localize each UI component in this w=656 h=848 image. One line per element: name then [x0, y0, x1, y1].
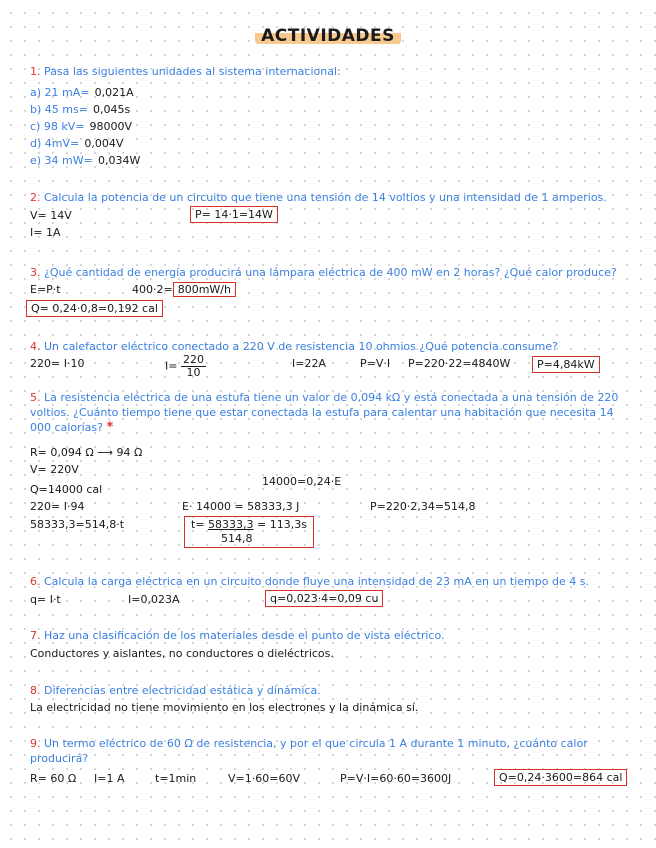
q3-line: E=P·t [30, 283, 61, 296]
q1-item-label: a) 21 mA= [30, 86, 90, 99]
question-3-text: ¿Qué cantidad de energía producirá una lámpara eléctrica de 400 mW en 2 horas? ¿Qué calor produce? [44, 266, 617, 279]
question-4-text: Un calefactor eléctrico conectado a 220 V de resistencia 10 ohmios ¿Qué potencia consume? [44, 340, 558, 353]
question-7-text: Haz una clasificación de los materiales desde el punto de vista eléctrico. [44, 629, 445, 642]
fraction-denominator: 10 [186, 366, 201, 379]
fraction [181, 354, 206, 379]
question-9 [30, 736, 630, 766]
q1-item-answer: 0,034W [97, 154, 141, 167]
question-9-text: Un termo eléctrico de 60 Ω de resistencia, y por el que circula 1 A durante 1 minuto, ¿cuánto calor producirá? [30, 737, 588, 765]
q6-step: q= I·t [30, 593, 61, 606]
q5-step: E· 14000 = 58333,3 J [182, 500, 300, 513]
question-5-number: 5. [30, 391, 41, 404]
question-6-number: 6. [30, 575, 41, 588]
q7-answer: Conductores y aislantes, no conductores o dieléctricos. [30, 647, 334, 660]
q5-step: 14000=0,24·E [262, 475, 342, 488]
q5-step: P=220·2,34=514,8 [370, 500, 476, 513]
q2-result-box: P= 14·1=14W [190, 206, 278, 223]
q2-line: V= 14V [30, 209, 72, 222]
q5-line: Q=14000 cal [30, 483, 103, 496]
title-container [0, 26, 656, 46]
q1-item-label: b) 45 ms= [30, 103, 88, 116]
q4-step: P=220·22=4840W [408, 357, 511, 370]
question-5 [30, 390, 630, 435]
q2-line: I= 1A [30, 226, 61, 239]
q1-item-answer: 0,021A [94, 86, 134, 99]
q4-step: P=V·I [360, 357, 391, 370]
q5-line: V= 220V [30, 463, 79, 476]
q5-line: 58333,3=514,8·t [30, 518, 125, 531]
question-4-number: 4. [30, 340, 41, 353]
question-8-text: Diferencias entre electricidad estática y dinámica. [44, 684, 321, 697]
question-7 [30, 628, 445, 643]
q4-step: 220= I·10 [30, 357, 85, 370]
q5-result-line [191, 518, 307, 532]
q4-fraction-label: I= [165, 359, 178, 373]
question-2-text: Calcula la potencia de un circuito que tiene una tensión de 14 voltios y una intensidad de 1 amperios. [44, 191, 607, 204]
fraction-numerator: 220 [182, 353, 204, 366]
q1-item-label: d) 4mV= [30, 137, 80, 150]
question-3 [30, 265, 617, 280]
q1-item-label: e) 34 mW= [30, 154, 93, 167]
q3-calc-text: 400·2= [132, 283, 173, 296]
q5-line: R= 0,094 Ω ⟶ 94 Ω [30, 446, 143, 459]
q9-step: I=1 A [94, 772, 125, 785]
q1-item-label: c) 98 kV= [30, 120, 85, 133]
q1-item-answer: 98000V [89, 120, 133, 133]
q3-calc [132, 282, 236, 297]
question-4 [30, 339, 558, 354]
star-icon: * [106, 420, 114, 435]
question-8-number: 8. [30, 684, 41, 697]
question-9-number: 9. [30, 737, 41, 750]
question-6-text: Calcula la carga eléctrica en un circuito donde fluye una intensidad de 23 mA en un tiempo de 4 s. [44, 575, 589, 588]
q3-result-box: Q= 0,24·0,8=0,192 cal [26, 300, 163, 317]
question-1-number: 1. [30, 65, 41, 78]
q5-result-value: = 113,3s [257, 518, 307, 531]
q3-calc-box: 800mW/h [173, 282, 236, 297]
q1-item-answer: 0,045s [93, 103, 131, 116]
question-7-number: 7. [30, 629, 41, 642]
q5-result-label: t= [191, 518, 205, 531]
q4-result-box: P=4,84kW [532, 356, 600, 373]
question-3-number: 3. [30, 266, 41, 279]
q4-fraction [165, 354, 206, 379]
q4-step: I=22A [292, 357, 326, 370]
question-2 [30, 190, 607, 205]
q9-step: P=V·I=60·60=3600J [340, 772, 452, 785]
question-2-number: 2. [30, 191, 41, 204]
q5-result-denominator: 514,8 [221, 532, 253, 545]
q5-line: 220= I·94 [30, 500, 85, 513]
q9-step: V=1·60=60V [228, 772, 300, 785]
question-6 [30, 574, 589, 589]
q6-result-box: q=0,023·4=0,09 cu [265, 590, 383, 607]
q1-item [30, 149, 140, 168]
q5-result-numerator: 58333,3 [208, 518, 254, 531]
page-title: ACTIVIDADES [255, 26, 401, 46]
question-1 [30, 64, 341, 79]
q5-result-box [184, 516, 314, 548]
question-1-text: Pasa las siguientes unidades al sistema internacional: [44, 65, 341, 78]
question-8 [30, 683, 321, 698]
question-5-text: La resistencia eléctrica de una estufa tiene un valor de 0,094 kΩ y está conectada a una tensión de 220 voltios. ¿Cuánto tiempo tiene que estar conectada la estufa para calentar una habitación que necesita 14 000 calorías? [30, 391, 619, 434]
q9-result-box: Q=0,24·3600=864 cal [494, 769, 627, 786]
q6-step: I=0,023A [128, 593, 180, 606]
q9-step: R= 60 Ω [30, 772, 77, 785]
q8-answer: La electricidad no tiene movimiento en los electrones y la dinámica sí. [30, 701, 419, 714]
q9-step: t=1min [155, 772, 197, 785]
q1-item-answer: 0,004V [84, 137, 124, 150]
